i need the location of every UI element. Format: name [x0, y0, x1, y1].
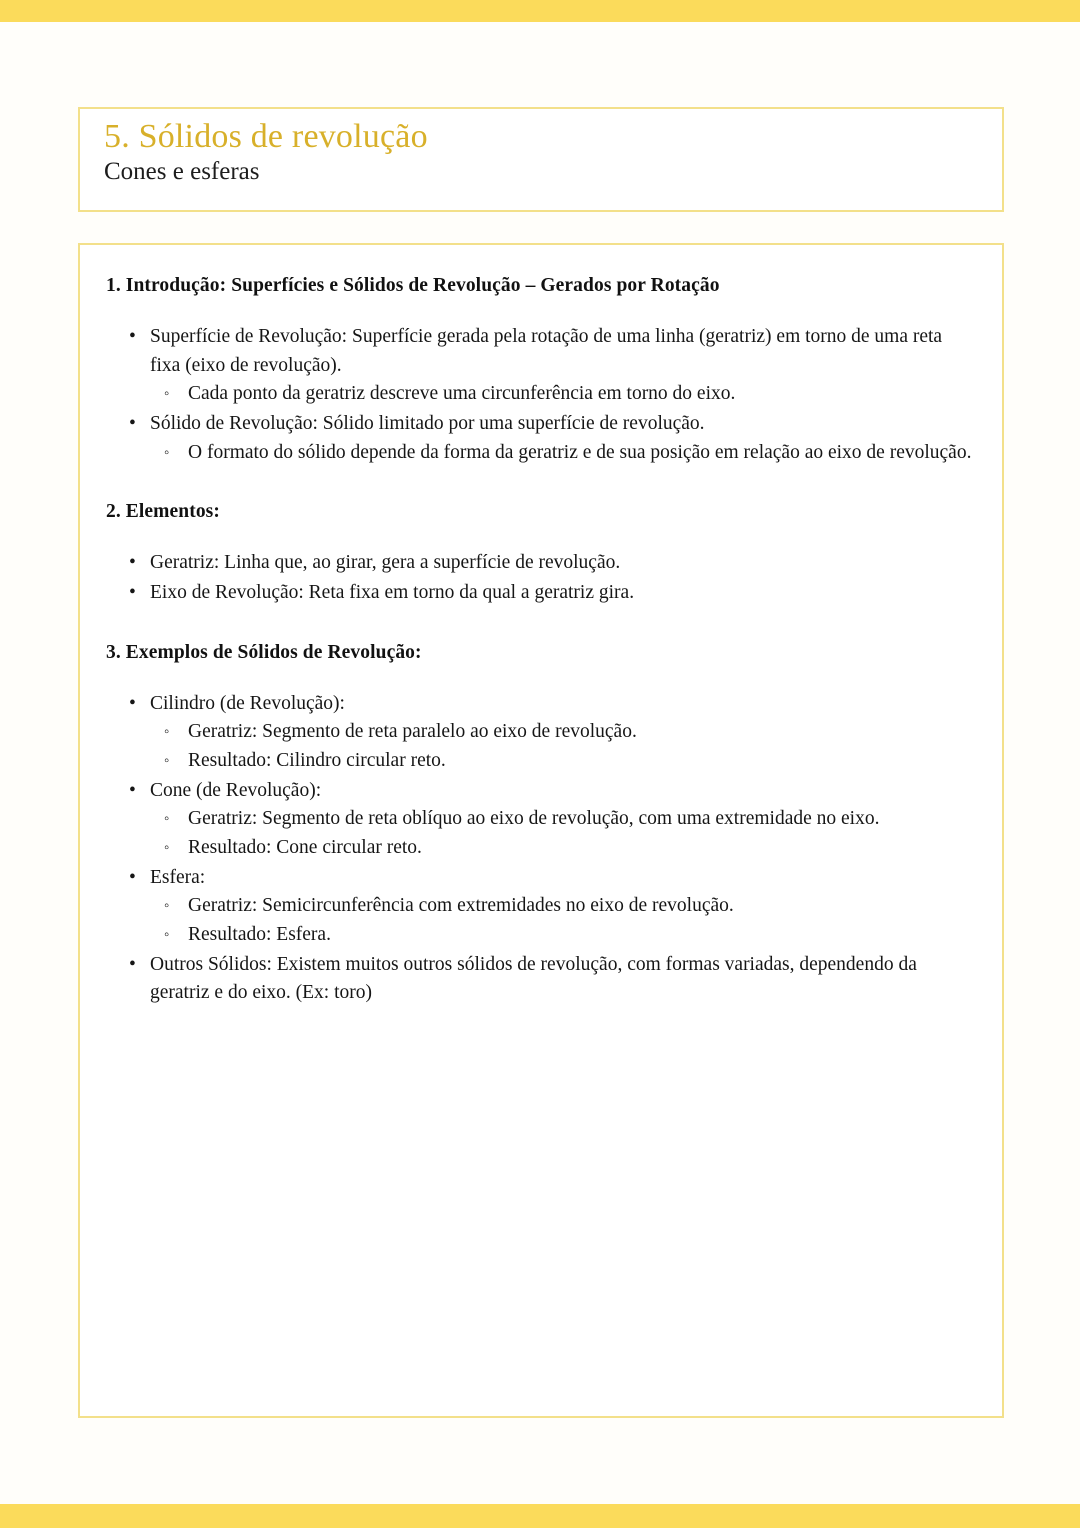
- list-item-label: Cilindro (de Revolução):: [150, 692, 345, 714]
- sub-list-item-label: Cada ponto da geratriz descreve uma circunferência em torno do eixo.: [188, 383, 736, 405]
- section-bullet-list: [106, 690, 972, 1008]
- sub-list-item-label: O formato do sólido depende da forma da geratriz e de sua posição em relação ao eixo de revolução.: [188, 441, 972, 463]
- bullet-disc-icon: •: [129, 779, 136, 801]
- section-bullet-list: [106, 323, 972, 467]
- bullet-circle-icon: ◦: [164, 839, 170, 856]
- section-bullet-list: [106, 549, 972, 607]
- sub-list-item: [150, 892, 972, 921]
- sub-list-item: [150, 805, 972, 834]
- list-item-label: Esfera:: [150, 866, 206, 888]
- list-item: [106, 549, 972, 578]
- list-item: [106, 777, 972, 863]
- bullet-circle-icon: ◦: [164, 444, 170, 461]
- sub-list-item-label: Resultado: Esfera.: [188, 923, 331, 945]
- title-card: [78, 107, 1004, 212]
- list-item: [106, 690, 972, 776]
- sub-list-item: [150, 921, 972, 950]
- sub-bullet-list: [150, 718, 972, 775]
- content-card: [78, 243, 1004, 1418]
- bullet-disc-icon: •: [129, 692, 136, 714]
- section-heading: 1. Introdução: Superfícies e Sólidos de Revolução – Gerados por Rotação: [106, 275, 720, 296]
- bullet-circle-icon: ◦: [164, 386, 170, 403]
- bullet-disc-icon: •: [129, 953, 136, 975]
- sub-list-item: [150, 747, 972, 776]
- title-card-inner: [80, 109, 1002, 186]
- sub-list-item-label: Resultado: Cilindro circular reto.: [188, 749, 446, 771]
- list-item-label: Eixo de Revolução: Reta fixa em torno da qual a geratriz gira.: [150, 581, 635, 603]
- list-item: [106, 323, 972, 409]
- list-item-label: Superfície de Revolução: Superfície gerada pela rotação de uma linha (geratriz) em torno de uma reta fixa (eixo de revolução).: [150, 326, 943, 376]
- sub-list-item-label: Geratriz: Segmento de reta paralelo ao eixo de revolução.: [188, 721, 637, 743]
- sub-bullet-list: [150, 380, 972, 409]
- bullet-disc-icon: •: [129, 581, 136, 603]
- sub-bullet-list: [150, 892, 972, 949]
- bullet-circle-icon: ◦: [164, 811, 170, 828]
- section-heading: 2. Elementos:: [106, 501, 220, 523]
- section-heading: 3. Exemplos de Sólidos de Revolução:: [106, 641, 422, 663]
- sub-list-item-label: Resultado: Cone circular reto.: [188, 836, 422, 858]
- bullet-disc-icon: •: [129, 326, 136, 347]
- list-item-label: Outros Sólidos: Existem muitos outros sólidos de revolução, com formas variadas, dependendo da geratriz e do eixo. (Ex: toro): [150, 953, 917, 1004]
- sub-list-item: [150, 380, 972, 409]
- bullet-circle-icon: ◦: [164, 752, 170, 769]
- bullet-disc-icon: •: [129, 412, 136, 434]
- list-item: [106, 951, 972, 1008]
- sub-list-item-label: Geratriz: Semicircunferência com extremidades no eixo de revolução.: [188, 895, 734, 917]
- bottom-decorative-band: [0, 1504, 1080, 1528]
- bullet-circle-icon: ◦: [164, 926, 170, 943]
- page-subtitle: Cones e esferas: [104, 157, 260, 185]
- bullet-circle-icon: ◦: [164, 898, 170, 915]
- bullet-circle-icon: ◦: [164, 724, 170, 741]
- list-item-label: Sólido de Revolução: Sólido limitado por uma superfície de revolução.: [150, 412, 705, 434]
- list-item-label: Cone (de Revolução):: [150, 779, 322, 801]
- page-title: 5. Sólidos de revolução: [104, 118, 428, 155]
- list-item: [106, 579, 972, 608]
- list-item: [106, 410, 972, 467]
- sub-list-item-label: Geratriz: Segmento de reta oblíquo ao eixo de revolução, com uma extremidade no eixo.: [188, 808, 880, 830]
- list-item-label: Geratriz: Linha que, ao girar, gera a superfície de revolução.: [150, 552, 621, 574]
- sub-list-item: [150, 718, 972, 747]
- sub-list-item: [150, 439, 972, 468]
- sub-list-item: [150, 834, 972, 863]
- bullet-disc-icon: •: [129, 866, 136, 888]
- top-decorative-band: [0, 0, 1080, 22]
- sub-bullet-list: [150, 805, 972, 862]
- sub-bullet-list: [150, 439, 972, 468]
- list-item: [106, 864, 972, 950]
- bullet-disc-icon: •: [129, 552, 136, 574]
